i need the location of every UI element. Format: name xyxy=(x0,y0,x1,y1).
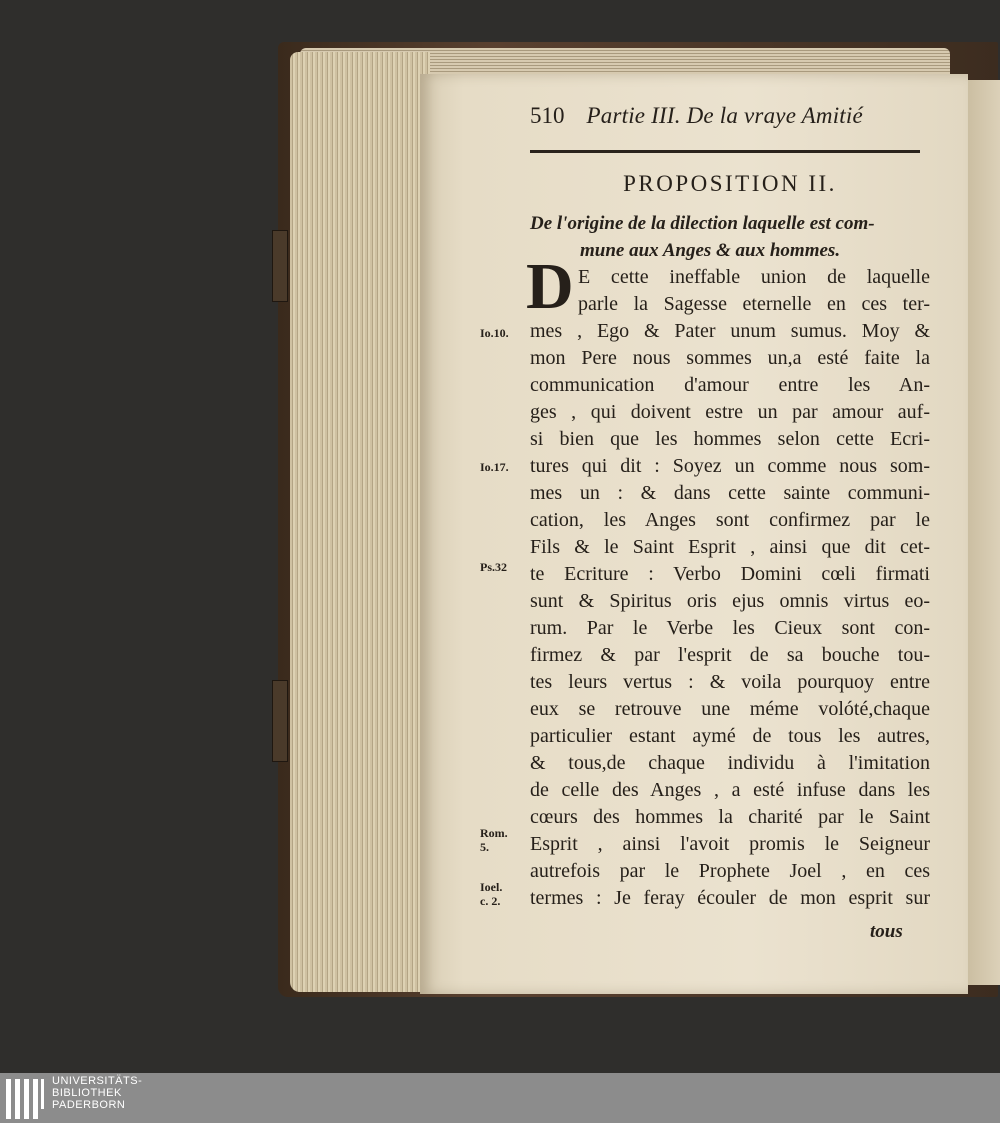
margin-note: Ps.32 xyxy=(480,560,507,574)
text-line: mes , Ego & Pater unum sumus. Moy & xyxy=(530,320,930,342)
text-line: de celle des Anges , a esté infuse dans les xyxy=(530,779,930,801)
text-line: cœurs des hommes la charité par le Saint xyxy=(530,806,930,828)
text-line: parle la Sagesse eternelle en ces ter- xyxy=(578,293,930,315)
text-line: rum. Par le Verbe les Cieux sont con- xyxy=(530,617,930,639)
margin-note: Io.17. xyxy=(480,460,509,474)
text-line: & tous,de chaque individu à l'imitation xyxy=(530,752,930,774)
subtitle-line: mune aux Anges & aux hommes. xyxy=(580,240,841,261)
running-title: Partie III. De la vraye Amitié xyxy=(586,103,863,128)
text-line: firmez & par l'esprit de sa bouche tou- xyxy=(530,644,930,666)
running-head xyxy=(530,98,930,134)
subtitle-line: De l'origine de la dilection laquelle est com- xyxy=(530,213,875,234)
text-line: communication d'amour entre les An- xyxy=(530,374,930,396)
text-line: sunt & Spiritus oris ejus omnis virtus eo- xyxy=(530,590,930,612)
text-line: tes leurs vertus : & voila pourquoy entre xyxy=(530,671,930,693)
text-line: eux se retrouve une méme volóté,chaque xyxy=(530,698,930,720)
margin-note: Rom. 5. xyxy=(480,826,508,854)
text-line: autrefois par le Prophete Joel , en ces xyxy=(530,860,930,882)
header-rule xyxy=(530,150,920,153)
text-line: cation, les Anges sont confirmez par le xyxy=(530,509,930,531)
text-line: termes : Je feray écouler de mon esprit sur xyxy=(530,887,930,909)
page-edges-left xyxy=(290,52,430,992)
text-line: tures qui dit : Soyez un comme nous som- xyxy=(530,455,930,477)
text-line: particulier estant aymé de tous les autres, xyxy=(530,725,930,747)
proposition-heading: PROPOSITION II. xyxy=(623,171,837,196)
page-number: 510 xyxy=(530,103,565,128)
text-line: mon Pere nous sommes un,a esté faite la xyxy=(530,347,930,369)
text-line: mes un : & dans cette sainte communi- xyxy=(530,482,930,504)
library-logo-icon xyxy=(6,1079,46,1119)
logo-line: UNIVERSITÄTS- xyxy=(52,1075,143,1087)
catchword: tous xyxy=(870,921,903,942)
margin-note: Io.10. xyxy=(480,326,509,340)
library-logo-text xyxy=(52,1075,142,1111)
text-line: Fils & le Saint Esprit , ainsi que dit cet- xyxy=(530,536,930,558)
book-clasp-upper xyxy=(272,230,288,302)
text-line: E cette ineffable union de laquelle xyxy=(578,266,930,288)
logo-line: BIBLIOTHEK xyxy=(52,1087,122,1099)
drop-cap: D xyxy=(526,250,574,323)
text-line: si bien que les hommes selon cette Ecri- xyxy=(530,428,930,450)
library-footer-bar xyxy=(0,1073,1000,1123)
book-clasp-lower xyxy=(272,680,288,762)
text-line: Esprit , ainsi l'avoit promis le Seigneur xyxy=(530,833,930,855)
text-line: te Ecriture : Verbo Domini cœli firmati xyxy=(530,563,930,585)
logo-line: PADERBORN xyxy=(52,1099,126,1111)
text-line: ges , qui doivent estre un par amour auf- xyxy=(530,401,930,423)
margin-note: Ioel. c. 2. xyxy=(480,880,503,908)
